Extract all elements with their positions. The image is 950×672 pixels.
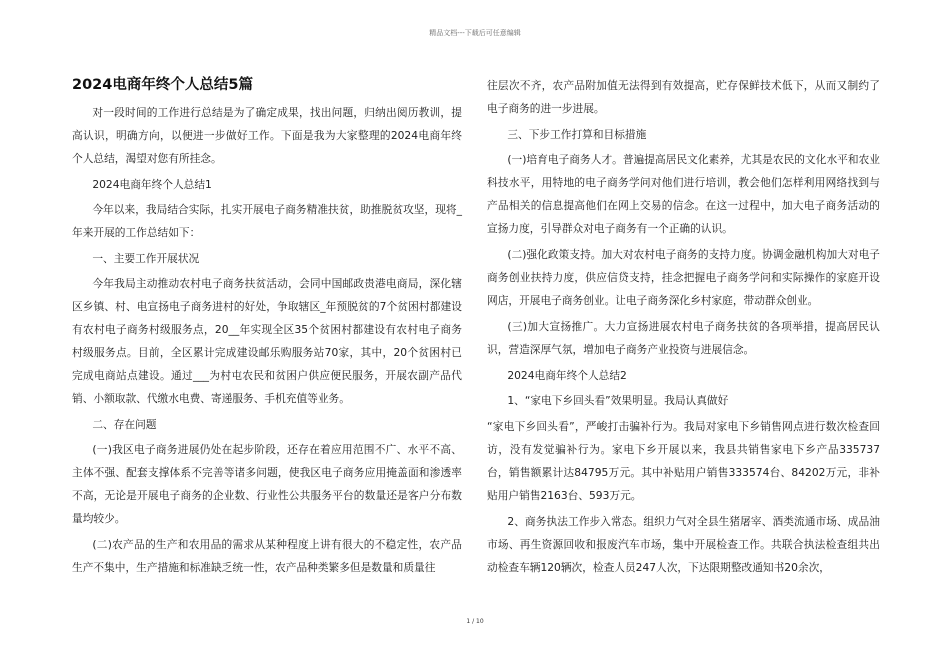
paragraph: 2、商务执法工作步入常态。组织力气对全县生猪屠宰、酒类流通市场、成品油市场、再生资源回收和报废汽车市场，集中开展检查工作。共联合执法检查组共出动检查车辆120辆次，检查人员247人次，下达限期整改通知书20余次， — [487, 515, 880, 574]
paragraph: (二)农产品的生产和农用品的需求从某种程度上讲有很大的不稳定性，农产品生产不集中，生产措施和标准缺乏统一性，农产品种类繁多但是数量和质量往 — [72, 538, 462, 574]
page-header: 精品文档---下载后可任意编辑 — [429, 29, 521, 37]
subheading-next-plan: 三、下步工作打算和目标措施 — [507, 128, 647, 141]
subheading-work-status: 一、主要工作开展状况 — [92, 252, 200, 265]
section-title-1: 2024电商年终个人总结1 — [92, 178, 212, 191]
paragraph: 今年我局主动推动农村电子商务扶贫活动，会同中国邮政贵港电商局，深化辖区乡镇、村、电宣扬电子商务进村的好处，争取辖区_年预脱贫的7个贫困村都建设有农村电子商务村级服务点，20__年实现全区35个贫困村都建设有农村电子商务村级服务点。目前，全区累计完成建设邮乐购服务站70家，其中，20个贫困村已完成电商站点建设。通过___为村屯农民和贫困户供应便民服务，开展农副产品代销、小额取款、代缴水电费、寄递服务、手机充值等业务。 — [72, 277, 462, 405]
right-column — [487, 74, 880, 582]
paragraph: (一)培育电子商务人才。普遍提高居民文化素养，尤其是农民的文化水平和农业科技水平，用特地的电子商务学问对他们进行培训，教会他们怎样利用网络找到与产品相关的信息提高他们在网上交易的信念。在这一过程中，加大电子商务活动的宣扬力度，引导群众对电子商务有一个正确的认识。 — [487, 153, 880, 235]
document-title: 2024电商年终个人总结5篇 — [72, 77, 253, 93]
paragraph-intro: 对一段时间的工作进行总结是为了确定成果，找出问题，归纳出阅历教训，提高认识，明确方向，以便进一步做好工作。下面是我为大家整理的2024电商年终个人总结，渴望对您有所挂念。 — [72, 106, 462, 165]
section-title-2: 2024电商年终个人总结2 — [507, 369, 627, 382]
page-number: 1 / 10 — [466, 618, 484, 625]
left-column — [72, 72, 462, 582]
paragraph-continued: 往层次不齐，农产品附加值无法得到有效提高，贮存保鲜技术低下，从而又制约了电子商务的进一步进展。 — [487, 79, 880, 115]
paragraph: 1、“家电下乡回头看”效果明显。我局认真做好 — [507, 394, 729, 407]
subheading-problems: 二、存在问题 — [92, 418, 157, 431]
paragraph: (一)我区电子商务进展仍处在起步阶段，还存在着应用范围不广、水平不高、主体不强、配套支撑体系不完善等诸多问题，使我区电子商务应用掩盖面和渗透率不高，无论是开展电子商务的企业数、行业性公共服务平台的数量还是客户分布数量均较少。 — [72, 443, 462, 525]
paragraph: (三)加大宣扬推广。大力宣扬进展农村电子商务扶贫的各项举措，提高居民认识，营造深厚气氛，增加电子商务产业投资与进展信念。 — [487, 320, 880, 356]
paragraph: (二)强化政策支持。加大对农村电子商务的支持力度。协调金融机构加大对电子商务创业扶持力度，供应信贷支持，挂念把握电子商务学问和实际操作的家庭开设网店，开展电子商务创业。让电子商务深化乡村家庭，带动群众创业。 — [487, 248, 880, 307]
paragraph: 今年以来，我局结合实际，扎实开展电子商务精准扶贫，助推脱贫攻坚，现将_年来开展的工作总结如下： — [72, 203, 462, 239]
paragraph: “家电下乡回头看”，严峻打击骗补行为。我局对家电下乡销售网点进行数次检查回访，没有发觉骗补行为。家电下乡开展以来，我县共销售家电下乡产品335737台，销售额累计达84795万元。其中补贴用户销售333574台、84202万元，非补贴用户销售2163台、593万元。 — [487, 420, 880, 502]
